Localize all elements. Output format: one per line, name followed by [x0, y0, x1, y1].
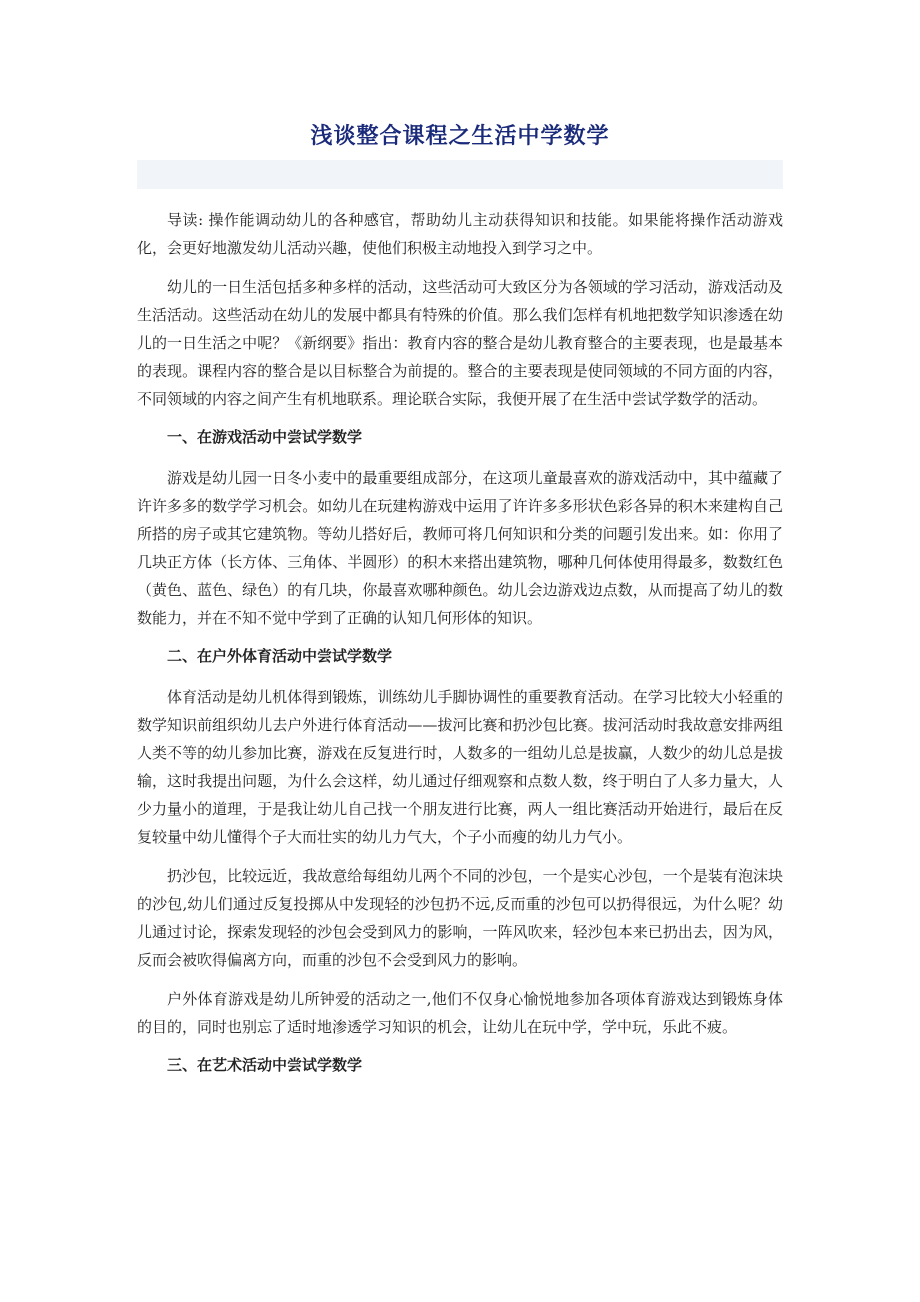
- article-body: [137, 206, 783, 1092]
- section-2-paragraph-2: 扔沙包，比较远近，我故意给每组幼儿两个不同的沙包，一个是实心沙包，一个是装有泡沫块的沙包,幼儿们通过反复投掷从中发现轻的沙包扔不远,反而重的沙包可以扔得很远，为什么呢？幼儿通过讨论，探索发现轻的沙包会受到风力的影响，一阵风吹来，轻沙包本来已扔出去，因为风，反而会被吹得偏离方向，而重的沙包不会受到风力的影响。: [137, 867, 783, 969]
- section-1-heading: 一、在游戏活动中尝试学数学: [167, 428, 363, 446]
- section-2-heading: 二、在户外体育活动中尝试学数学: [167, 647, 393, 665]
- paragraph-1: 幼儿的一日生活包括多种多样的活动，这些活动可大致区分为各领域的学习活动，游戏活动及生活活动。这些活动在幼儿的发展中都具有特殊的价值。那么我们怎样有机地把数学知识渗透在幼儿的一日生活之中呢？《新纲要》指出：教育内容的整合是幼儿教育整合的主要表现，也是最基本的表现。课程内容的整合是以目标整合为前提的。整合的主要表现是使同领域的不同方面的内容，不同领域的内容之间产生有机地联系。理论联合实际，我便开展了在生活中尝试学数学的活动。: [137, 278, 783, 408]
- section-2-paragraph-1: 体育活动是幼儿机体得到锻炼，训练幼儿手脚协调性的重要教育活动。在学习比较大小轻重的数学知识前组织幼儿去户外进行体育活动——拔河比赛和扔沙包比赛。拔河活动时我故意安排两组人类不等的幼儿参加比赛，游戏在反复进行时，人数多的一组幼儿总是拔赢，人数少的幼儿总是拔输，这时我提出问题，为什么会这样，幼儿通过仔细观察和点数人数，终于明白了人多力量大，人少力量小的道理，于是我让幼儿自己找一个朋友进行比赛，两人一组比赛活动开始进行，最后在反复较量中幼儿懂得个子大而壮实的幼儿力气大，个子小而瘦的幼儿力气小。: [137, 688, 783, 846]
- section-3-heading: 三、在艺术活动中尝试学数学: [167, 1056, 363, 1074]
- section-1-paragraph: 游戏是幼儿园一日冬小麦中的最重要组成部分，在这项儿童最喜欢的游戏活动中，其中蕴藏了许许多多的数学学习机会。如幼儿在玩建构游戏中运用了许许多多形状色彩各异的积木来建构自己所搭的房子或其它建筑物。等幼儿搭好后，教师可将几何知识和分类的问题引发出来。如：你用了几块正方体（长方体、三角体、半圆形）的积木来搭出建筑物，哪种几何体使用得最多，数数红色（黄色、蓝色、绿色）的有几块，你最喜欢哪种颜色。幼儿会边游戏边点数，从而提高了幼儿的数数能力，并在不知不觉中学到了正确的认知几何形体的知识。: [137, 469, 783, 627]
- intro-paragraph: 导读: 操作能调动幼儿的各种感官，帮助幼儿主动获得知识和技能。如果能将操作活动游戏化，会更好地激发幼儿活动兴趣，使他们积极主动地投入到学习之中。: [137, 211, 783, 257]
- page-title: 浅谈整合课程之生活中学数学: [310, 123, 610, 149]
- section-2-paragraph-3: 户外体育游戏是幼儿所钟爱的活动之一,他们不仅身心愉悦地参加各项体育游戏达到锻炼身体的目的，同时也别忘了适时地渗透学习知识的机会，让幼儿在玩中学，学中玩，乐此不疲。: [137, 990, 783, 1036]
- title-band: [137, 160, 783, 189]
